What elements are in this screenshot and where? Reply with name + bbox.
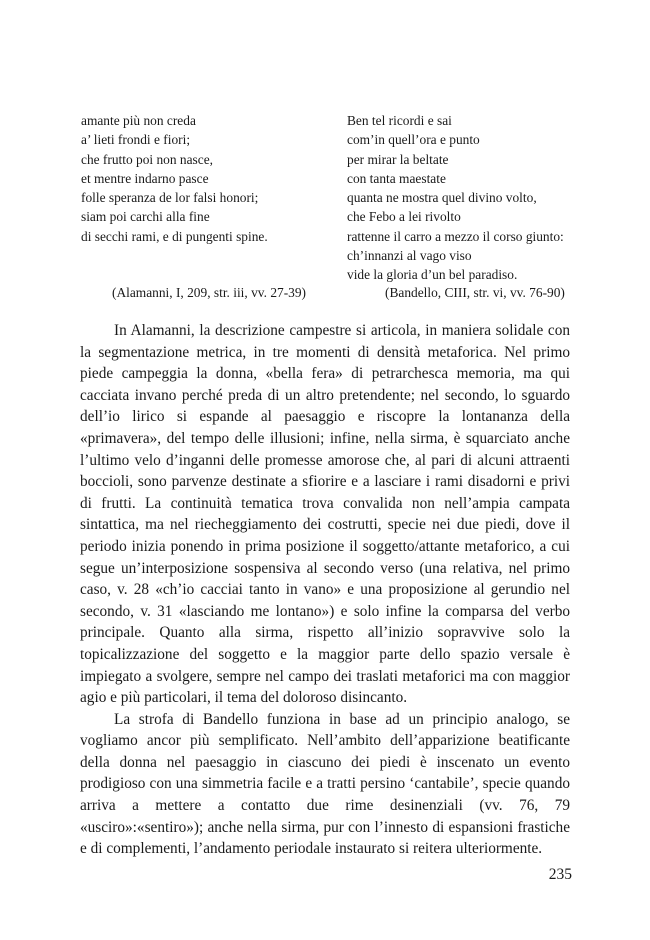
- poem-right: [347, 111, 582, 285]
- verse-line: quanta ne mostra quel divino volto,: [347, 190, 537, 206]
- verse-line: rattenne il carro a mezzo il corso giunto:: [347, 228, 564, 244]
- poem-left: [81, 111, 341, 246]
- verse-line: amante più non creda: [81, 113, 196, 128]
- verse-line: com’in quell’ora e punto: [347, 132, 480, 148]
- paragraph: La strofa di Bandello funziona in base ad un principio analogo, se vogliamo ancor più semplificato. Nell’ambito dell’apparizione beatificante della donna nel paesaggio in ciascuno dei piedi è inscenato un evento prodigioso con una simmetria facile e a tratti persino ‘cantabile’, specie quando arriva a mettere a contatto due rime desinenziali (vv. 76, 79 «usciro»:«sentiro»); anche nella sirma, pur con l’innesto di espansioni frastiche e di complementi, l’andamento periodale instaurato si reitera ulteriormente.: [80, 710, 570, 858]
- poem-right-citation: (Bandello, CIII, str. vi, vv. 76-90): [385, 285, 565, 300]
- verse-line: che Febo a lei rivolto: [347, 209, 461, 225]
- poem-left-citation: (Alamanni, I, 209, str. iii, vv. 27-39): [112, 285, 307, 300]
- verse-line: Ben tel ricordi e sai: [347, 113, 452, 128]
- verse-line: con tanta maestate: [347, 170, 446, 186]
- verse-line: siam poi carchi alla fine: [81, 209, 210, 225]
- verse-line: a’ lieti frondi e fiori;: [81, 132, 191, 148]
- verse-line: che frutto poi non nasce,: [81, 151, 214, 167]
- verse-line: per mirar la beltate: [347, 151, 449, 167]
- verse-line: folle speranza de lor falsi honori;: [81, 190, 259, 206]
- paragraph: In Alamanni, la descrizione campestre si articola, in maniera solidale con la segmentazione metrica, in tre momenti di densità metaforica. Nel primo piede campeggia la donna, «bella fera» di petrarchesca memoria, ma qui cacciata invano perché preda di un altro pretendente; nel secondo, lo sguardo dell’io lirico si espande al paesaggio e riscopre la lontananza della «primavera», del tempo delle illusioni; infine, nella sirma, è squarciato anche l’ultimo velo d’inganni delle promesse amorose che, al pari di alcuni attraenti boccioli, sono parvenze destinate a sfiorire e a lasciare i rami disadorni e privi di frutti. La continuità tematica trova convalida non nell’ampia campata sintattica, ma nel riecheggiamento dei costrutti, specie nei due piedi, dove il periodo inizia ponendo in prima posizione il soggetto/attante metaforico, a cui segue un’interposizione sospensiva al secondo verso (una relativa, nel primo caso, v. 28 «ch’io cacciai tanto in vano» e una proposizione al gerundio nel secondo, v. 31 «lasciando me lontano») e solo infine la comparsa del verbo principale. Quanto alla sirma, rispetto all’inizio sopravvive solo la topicalizzazione del soggetto e la maggior parte dello spazio versale è impiegato a svolgere, sempre nel campo dei traslati metaforici ma con maggior agio e più particolari, il tema del doloroso disincanto.: [80, 322, 570, 707]
- page-number: 235: [548, 866, 572, 883]
- verse-line: et mentre indarno pasce: [81, 170, 209, 186]
- verse-line: ch’innanzi al vago viso: [347, 248, 472, 264]
- body-text: [80, 320, 570, 860]
- verse-line: di secchi rami, e di pungenti spine.: [81, 228, 268, 244]
- verse-line: vide la gloria d’un bel paradiso.: [347, 267, 518, 283]
